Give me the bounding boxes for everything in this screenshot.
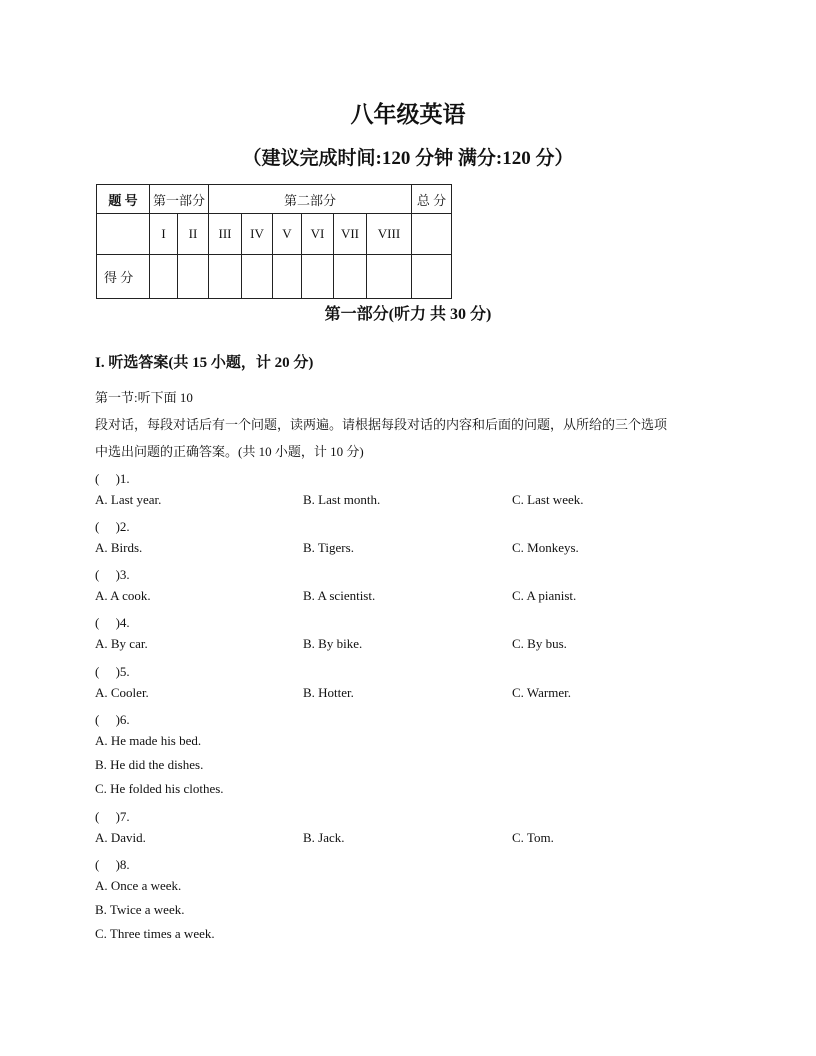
empty-cell: [412, 214, 452, 255]
option-a: A. Cooler.: [95, 685, 149, 700]
option-a: A. Last year.: [95, 492, 162, 507]
score-table-header-row: [97, 185, 452, 214]
question-stem: ( )7.: [95, 809, 130, 824]
option-a: A. David.: [95, 830, 146, 845]
section-label: II: [178, 214, 209, 255]
option-a: A. By car.: [95, 636, 148, 651]
score-label: 得 分: [97, 255, 150, 299]
part1-header: 第一部分: [150, 185, 209, 214]
total-header: 总 分: [412, 185, 452, 214]
question-stem: ( )6.: [95, 712, 130, 727]
section-label: V: [273, 214, 302, 255]
score-table: [96, 184, 452, 299]
question-stem: ( )8.: [95, 857, 130, 872]
score-cell[interactable]: [242, 255, 273, 299]
document-subtitle: （建议完成时间:120 分钟 满分:120 分）: [242, 148, 574, 169]
question-stem: ( )2.: [95, 519, 130, 534]
section-label: VII: [334, 214, 367, 255]
document-title: 八年级英语: [350, 102, 466, 127]
question-stem: ( )3.: [95, 567, 130, 582]
option-a: A. He made his bed.: [95, 733, 202, 748]
section-label: VIII: [367, 214, 412, 255]
option-a: A. Once a week.: [95, 878, 182, 893]
option-c: C. Three times a week.: [95, 926, 215, 941]
question-stem: ( )5.: [95, 664, 130, 679]
part2-header: 第二部分: [209, 185, 412, 214]
option-b: B. Jack.: [303, 830, 345, 845]
part1-heading: 第一部分(听力 共 30 分): [324, 306, 492, 323]
score-cell[interactable]: [334, 255, 367, 299]
score-cell[interactable]: [273, 255, 302, 299]
section-label: I: [150, 214, 178, 255]
option-b: B. Tigers.: [303, 540, 354, 555]
instruction-line: 中选出问题的正确答案。(共 10 小题，计 10 分): [95, 444, 364, 459]
empty-cell: [97, 214, 150, 255]
section-label: VI: [302, 214, 334, 255]
score-cell[interactable]: [412, 255, 452, 299]
option-c: C. By bus.: [512, 636, 567, 651]
option-c: C. Warmer.: [512, 685, 572, 700]
option-b: B. Twice a week.: [95, 902, 185, 917]
question-stem: ( )1.: [95, 471, 130, 486]
option-b: B. By bike.: [303, 636, 363, 651]
score-cell[interactable]: [150, 255, 178, 299]
option-a: A. Birds.: [95, 540, 143, 555]
option-c: C. Last week.: [512, 492, 584, 507]
question-stem: ( )4.: [95, 615, 130, 630]
option-c: C. A pianist.: [512, 588, 577, 603]
option-a: A. A cook.: [95, 588, 151, 603]
score-cell[interactable]: [178, 255, 209, 299]
option-c: C. He folded his clothes.: [95, 781, 224, 796]
instruction-line: 第一节:听下面 10: [95, 390, 193, 405]
section-label: III: [209, 214, 242, 255]
instruction-line: 段对话，每段对话后有一个问题，读两遍。请根据每段对话的内容和后面的问题，从所给的三个选项: [95, 417, 668, 432]
option-b: B. He did the dishes.: [95, 757, 204, 772]
option-c: C. Tom.: [512, 830, 554, 845]
question-number-header: 题 号: [97, 185, 150, 214]
score-cell[interactable]: [209, 255, 242, 299]
score-table-section-row: [97, 214, 452, 255]
option-b: B. Hotter.: [303, 685, 354, 700]
section-label: IV: [242, 214, 273, 255]
option-b: B. A scientist.: [303, 588, 376, 603]
score-cell[interactable]: [367, 255, 412, 299]
option-b: B. Last month.: [303, 492, 381, 507]
score-cell[interactable]: [302, 255, 334, 299]
section1-heading: I. 听选答案(共 15 小题，计 20 分): [95, 355, 314, 371]
score-table-score-row: [97, 255, 452, 299]
option-c: C. Monkeys.: [512, 540, 579, 555]
